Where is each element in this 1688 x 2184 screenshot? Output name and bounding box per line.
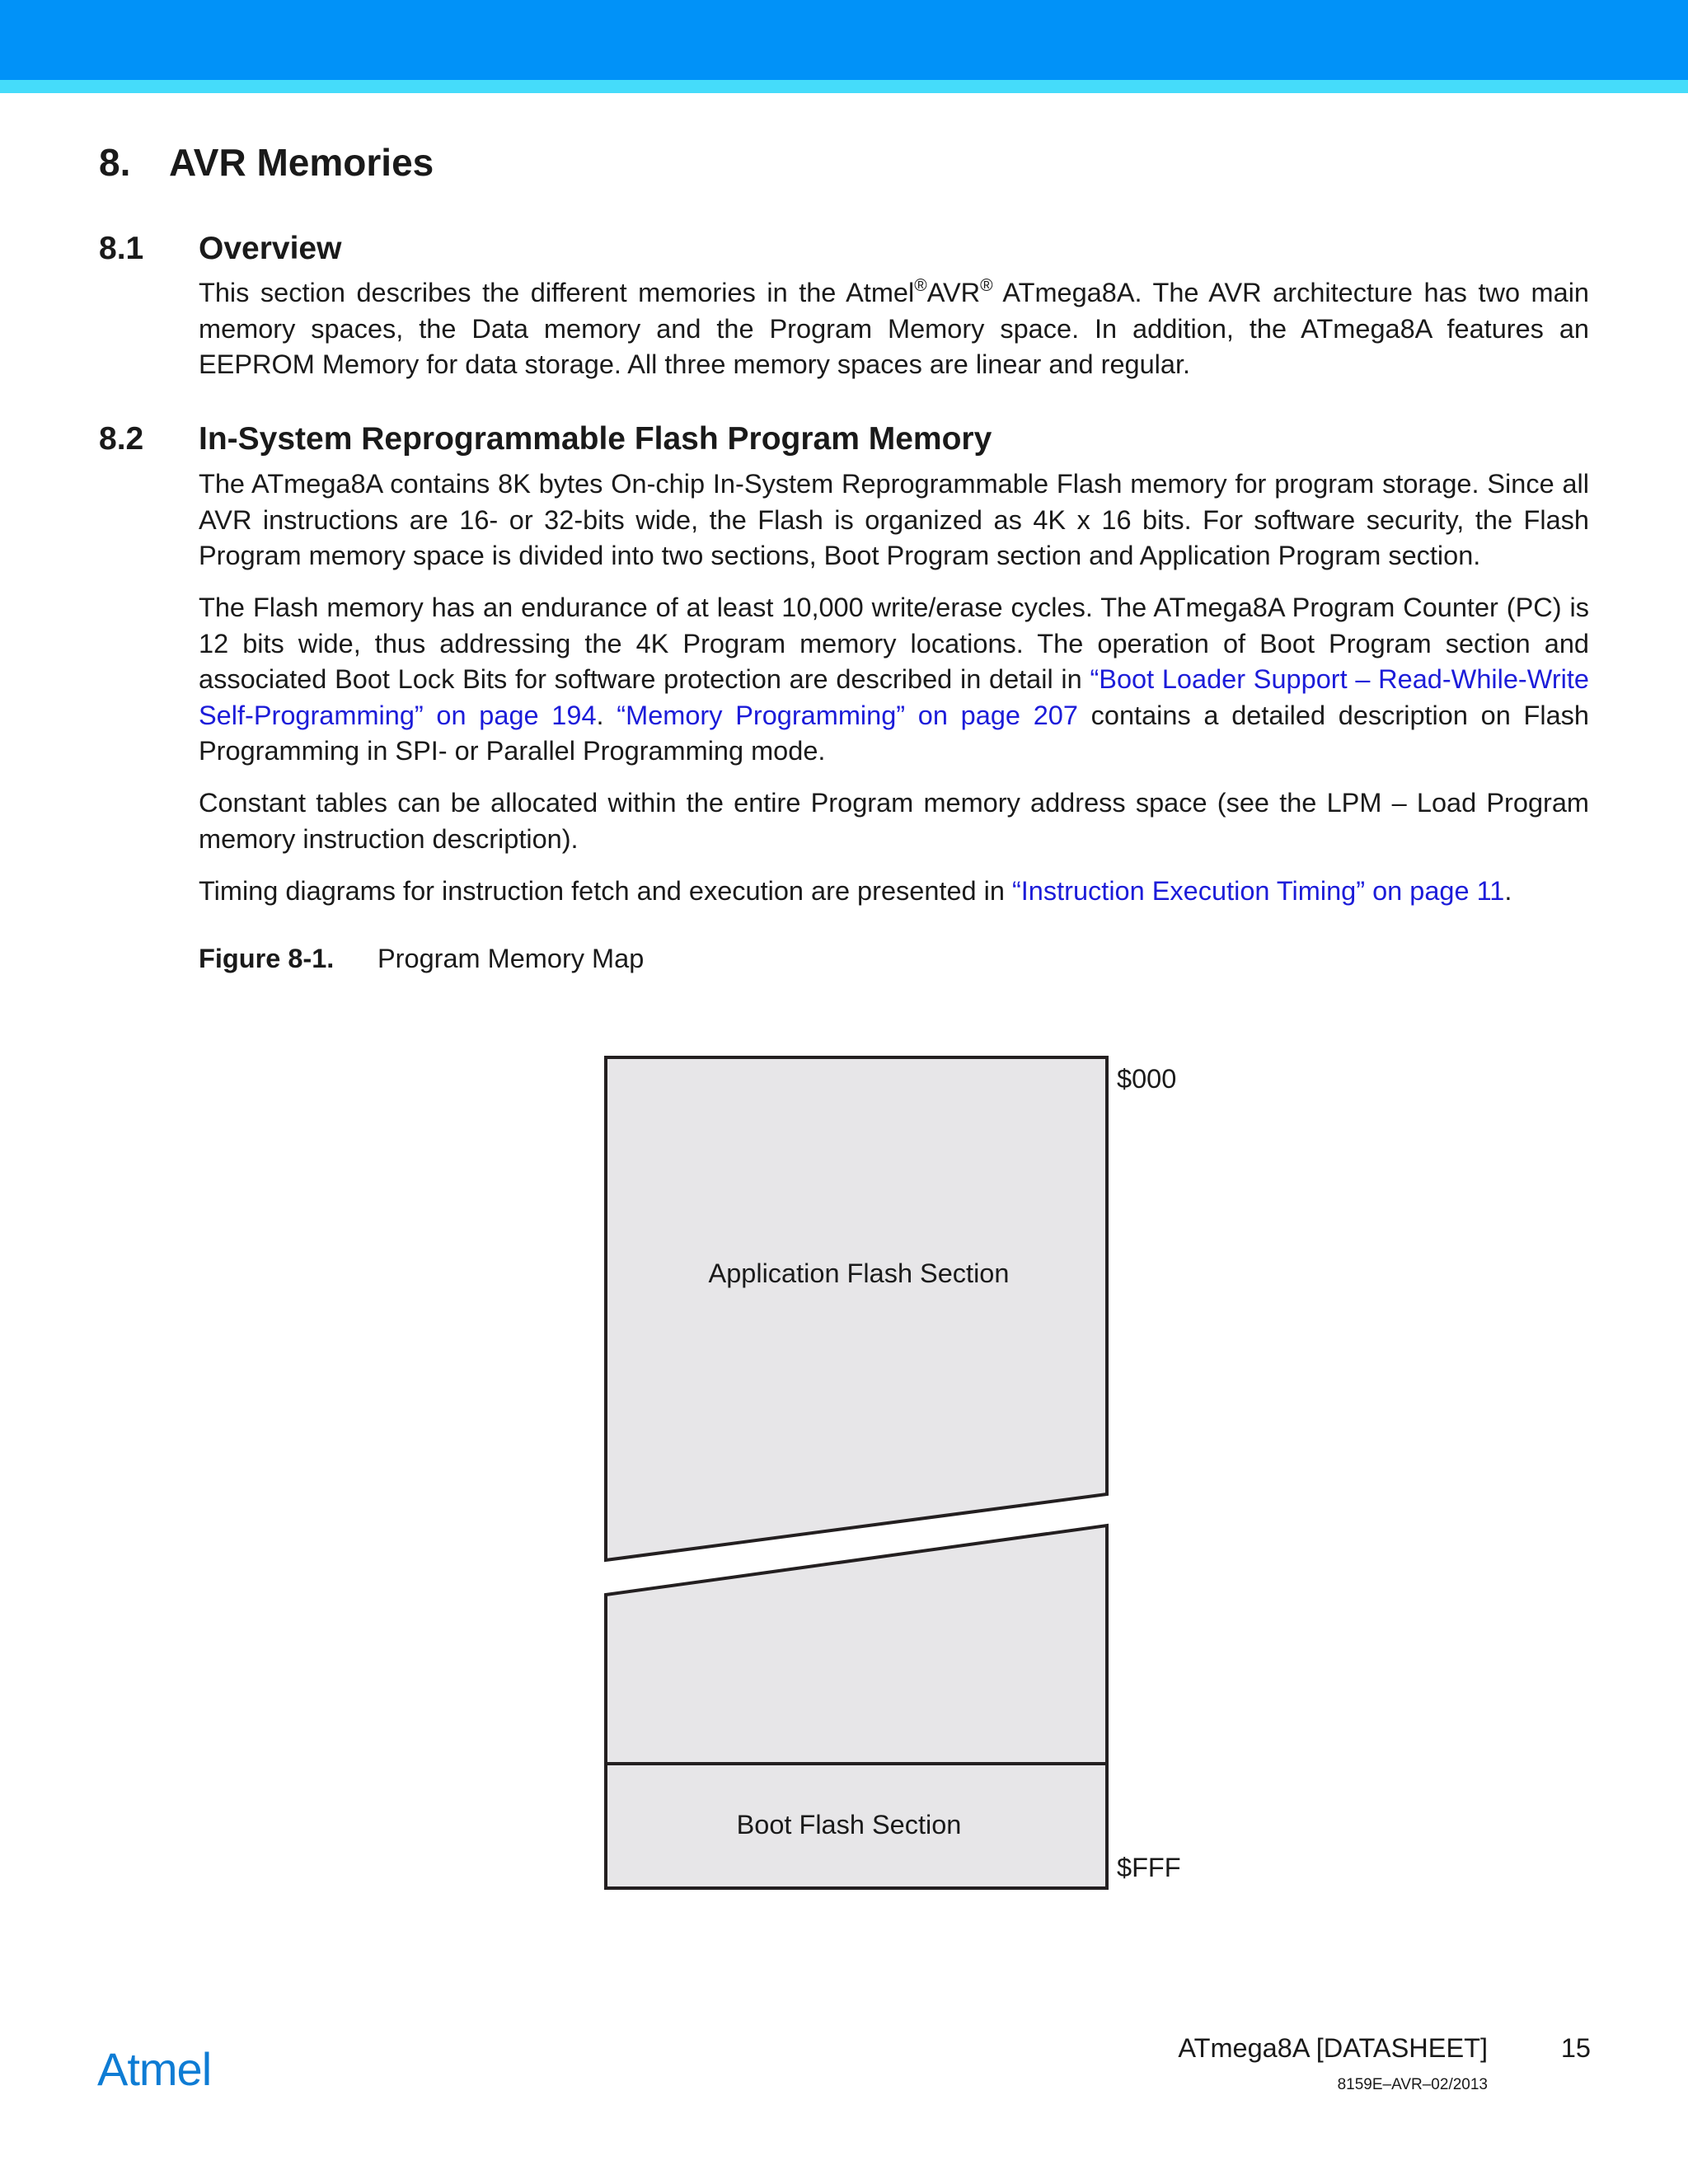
text-segment: The Flash memory has an endurance of at least 10,000 write/erase cycles. The ATmega8A Program Counter (PC) is 12 bits wide, thus addressing the 4K Program memory locations. The operation of Boot Program section and associated Boot Lock Bits for software protection are described in detail in xyxy=(199,593,1589,694)
registered-mark: ® xyxy=(914,276,927,295)
text-segment: ATmega8A. The AVR architecture has two main memory spaces, the Data memory and the Program Memory space. In addition, the ATmega8A features an EEPROM Memory for data storage. All three memory spaces are linear and regular. xyxy=(199,278,1589,379)
text-segment: . xyxy=(1504,876,1512,906)
link-memory-programming[interactable]: “Memory Programming” on page 207 xyxy=(617,700,1078,730)
text-segment: This section describes the different memories in the Atmel xyxy=(199,278,915,307)
footer-document-title: ATmega8A [DATASHEET] xyxy=(1178,2033,1488,2063)
application-flash-lower-block xyxy=(606,1526,1107,1764)
section-title: Overview xyxy=(199,231,342,266)
start-address-label: $000 xyxy=(1117,1064,1177,1094)
figure-number: Figure 8-1. xyxy=(199,944,335,973)
chapter-number: 8. xyxy=(99,141,131,184)
section-title: In-System Reprogrammable Flash Program Memory xyxy=(199,421,992,457)
text-segment: AVR xyxy=(926,278,981,307)
application-flash-section-block xyxy=(606,1057,1107,1560)
footer-page-number: 15 xyxy=(1560,2033,1591,2063)
link-boot-loader-support[interactable]: “Boot Loader Support – Read-While-Write Self-Programming” on page 194 xyxy=(199,664,1589,730)
text-segment: . xyxy=(596,700,617,730)
footer-revision: 8159E–AVR–02/2013 xyxy=(1337,2076,1488,2093)
flash-paragraph-3: Constant tables can be allocated within the entire Program memory address space (see the LPM – Load Program memory instruction description). xyxy=(199,788,1589,854)
section-number: 8.1 xyxy=(99,231,144,266)
flash-paragraph-1: The ATmega8A contains 8K bytes On-chip In-System Reprogrammable Flash memory for program storage. Since all AVR instructions are 16- or 32-bits wide, the Flash is organized as 4K x 16 bits. For software security, the Flash Program memory space is divided into two sections, Boot Program section and Application Program section. xyxy=(199,469,1589,570)
figure-title: Program Memory Map xyxy=(377,944,645,973)
boot-flash-section-label: Boot Flash Section xyxy=(736,1810,962,1840)
link-instruction-execution-timing[interactable]: “Instruction Execution Timing” on page 11 xyxy=(1011,876,1505,906)
section-number: 8.2 xyxy=(99,421,144,457)
application-flash-section-label: Application Flash Section xyxy=(708,1258,1010,1288)
text-segment: Timing diagrams for instruction fetch and execution are presented in xyxy=(199,876,1012,906)
chapter-title-text: AVR Memories xyxy=(169,141,434,184)
atmel-logo: Atmel xyxy=(97,2043,212,2095)
end-address-label: $FFF xyxy=(1117,1853,1181,1882)
text-segment: contains a detailed description on Flash Programming in SPI- or Parallel Programming mode. xyxy=(199,700,1589,766)
registered-mark: ® xyxy=(980,276,993,295)
